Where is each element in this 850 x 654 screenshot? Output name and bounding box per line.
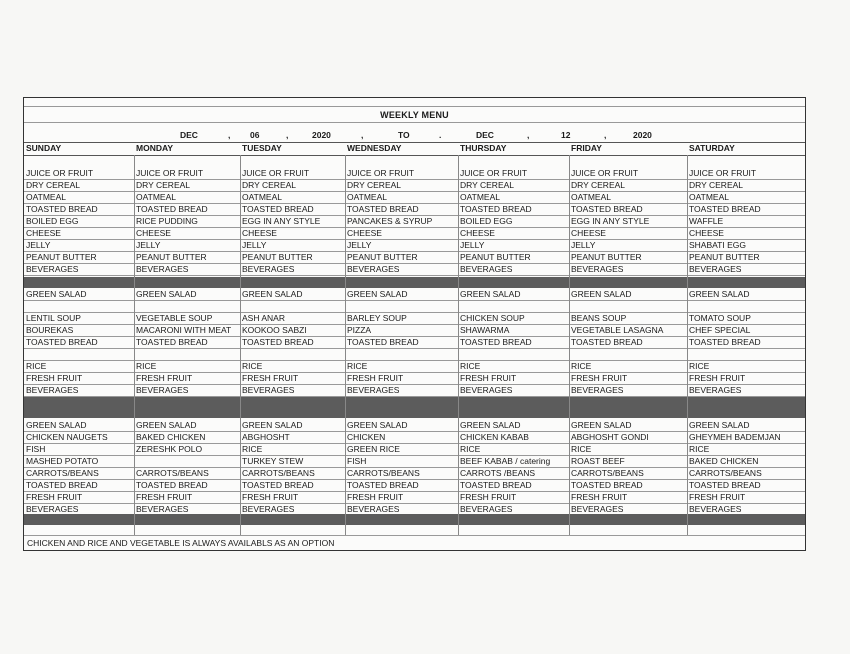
breakfast-item: BEVERAGES bbox=[460, 264, 513, 274]
weekly-menu-sheet bbox=[23, 97, 806, 551]
breakfast-item: TOASTED BREAD bbox=[136, 204, 208, 214]
breakfast-item: PANCAKES & SYRUP bbox=[347, 216, 433, 226]
menu-title: WEEKLY MENU bbox=[380, 110, 449, 120]
breakfast-item: WAFFLE bbox=[689, 216, 724, 226]
lunch-item: BEVERAGES bbox=[347, 385, 400, 395]
dinner-item: FRESH FRUIT bbox=[26, 492, 83, 502]
day-header-thursday: THURSDAY bbox=[460, 143, 507, 153]
breakfast-item: TOASTED BREAD bbox=[26, 204, 98, 214]
range-to: TO bbox=[398, 130, 410, 140]
row-divider bbox=[24, 106, 805, 107]
dinner-item: RICE bbox=[242, 444, 263, 454]
breakfast-item: JUICE OR FRUIT bbox=[242, 168, 310, 178]
day-header-saturday: SATURDAY bbox=[689, 143, 735, 153]
dinner-item: TOASTED BREAD bbox=[347, 480, 419, 490]
dinner-item: CARROTS/BEANS bbox=[689, 468, 762, 478]
dinner-item: BAKED CHICKEN bbox=[689, 456, 759, 466]
end-year: 2020 bbox=[633, 130, 652, 140]
breakfast-item: JUICE OR FRUIT bbox=[571, 168, 639, 178]
lunch-item: TOASTED BREAD bbox=[571, 337, 643, 347]
breakfast-item: OATMEAL bbox=[26, 192, 66, 202]
dinner-item: CARROTS/BEANS bbox=[26, 468, 99, 478]
breakfast-item: CHEESE bbox=[242, 228, 277, 238]
breakfast-item: JUICE OR FRUIT bbox=[136, 168, 204, 178]
breakfast-item: PEANUT BUTTER bbox=[571, 252, 642, 262]
dinner-item: CHICKEN NAUGETS bbox=[26, 432, 108, 442]
end-month: DEC bbox=[476, 130, 494, 140]
column-divider bbox=[134, 155, 135, 535]
breakfast-item: PEANUT BUTTER bbox=[136, 252, 207, 262]
start-month: DEC bbox=[180, 130, 198, 140]
breakfast-item: BOILED EGG bbox=[26, 216, 79, 226]
breakfast-item: OATMEAL bbox=[571, 192, 611, 202]
breakfast-item: TOASTED BREAD bbox=[460, 204, 532, 214]
dinner-item: MASHED POTATO bbox=[26, 456, 99, 466]
dinner-item: GREEN SALAD bbox=[242, 420, 303, 430]
lunch-item: GREEN SALAD bbox=[460, 289, 521, 299]
lunch-item: BEVERAGES bbox=[26, 385, 79, 395]
breakfast-item: BEVERAGES bbox=[242, 264, 295, 274]
dinner-item: FISH bbox=[347, 456, 367, 466]
breakfast-item: CHEESE bbox=[460, 228, 495, 238]
lunch-item: TOASTED BREAD bbox=[347, 337, 419, 347]
dinner-item: RICE bbox=[571, 444, 592, 454]
lunch-item: TOASTED BREAD bbox=[136, 337, 208, 347]
dinner-item: ABGHOSHT GONDI bbox=[571, 432, 649, 442]
lunch-item: TOASTED BREAD bbox=[460, 337, 532, 347]
end-day: 12 bbox=[561, 130, 571, 140]
lunch-item: FRESH FRUIT bbox=[26, 373, 83, 383]
dinner-item: FRESH FRUIT bbox=[689, 492, 746, 502]
day-header-tuesday: TUESDAY bbox=[242, 143, 282, 153]
breakfast-item: OATMEAL bbox=[347, 192, 387, 202]
menu-note: CHICKEN AND RICE AND VEGETABLE IS ALWAYS AVAILABLS AS AN OPTION bbox=[27, 538, 335, 548]
day-header-friday: FRIDAY bbox=[571, 143, 602, 153]
breakfast-item: JELLY bbox=[136, 240, 161, 250]
lunch-item: FRESH FRUIT bbox=[689, 373, 746, 383]
lunch-item: MACARONI WITH MEAT bbox=[136, 325, 232, 335]
start-year: 2020 bbox=[312, 130, 331, 140]
dinner-item: TOASTED BREAD bbox=[136, 480, 208, 490]
breakfast-item: RICE PUDDING bbox=[136, 216, 198, 226]
dinner-item: BEVERAGES bbox=[26, 504, 79, 514]
dinner-item: FRESH FRUIT bbox=[571, 492, 628, 502]
dinner-item: CARROTS/BEANS bbox=[347, 468, 420, 478]
dinner-item: BEVERAGES bbox=[347, 504, 400, 514]
dinner-item: BEVERAGES bbox=[571, 504, 624, 514]
separator-comma: , bbox=[286, 130, 289, 140]
lunch-item: FRESH FRUIT bbox=[460, 373, 517, 383]
breakfast-item: TOASTED BREAD bbox=[347, 204, 419, 214]
dinner-item: ABGHOSHT bbox=[242, 432, 290, 442]
dinner-item: CARROTS/BEANS bbox=[571, 468, 644, 478]
lunch-item: TOMATO SOUP bbox=[689, 313, 751, 323]
dinner-item: BAKED CHICKEN bbox=[136, 432, 206, 442]
breakfast-item: BOILED EGG bbox=[460, 216, 513, 226]
dinner-item: RICE bbox=[460, 444, 481, 454]
start-day: 06 bbox=[250, 130, 260, 140]
dinner-item: GREEN SALAD bbox=[136, 420, 197, 430]
dinner-item: BEVERAGES bbox=[242, 504, 295, 514]
lunch-item: BEVERAGES bbox=[460, 385, 513, 395]
breakfast-item: BEVERAGES bbox=[26, 264, 79, 274]
row-divider bbox=[24, 122, 805, 123]
lunch-item: TOASTED BREAD bbox=[26, 337, 98, 347]
breakfast-item: JELLY bbox=[347, 240, 372, 250]
breakfast-item: PEANUT BUTTER bbox=[347, 252, 418, 262]
breakfast-item: CHEESE bbox=[689, 228, 724, 238]
column-divider bbox=[240, 155, 241, 535]
lunch-item: GREEN SALAD bbox=[571, 289, 632, 299]
breakfast-item: JELLY bbox=[26, 240, 51, 250]
breakfast-item: DRY CEREAL bbox=[571, 180, 626, 190]
breakfast-item: JELLY bbox=[571, 240, 596, 250]
breakfast-item: DRY CEREAL bbox=[242, 180, 297, 190]
separator-comma: , bbox=[361, 130, 364, 140]
breakfast-item: JELLY bbox=[242, 240, 267, 250]
breakfast-item: OATMEAL bbox=[460, 192, 500, 202]
lunch-item: GREEN SALAD bbox=[242, 289, 303, 299]
dinner-item: FRESH FRUIT bbox=[347, 492, 404, 502]
lunch-item: TOASTED BREAD bbox=[242, 337, 314, 347]
breakfast-item: DRY CEREAL bbox=[347, 180, 402, 190]
lunch-item: RICE bbox=[571, 361, 592, 371]
breakfast-item: DRY CEREAL bbox=[689, 180, 744, 190]
column-divider bbox=[687, 155, 688, 535]
breakfast-item: CHEESE bbox=[571, 228, 606, 238]
dinner-item: GREEN SALAD bbox=[689, 420, 750, 430]
lunch-item: BEANS SOUP bbox=[571, 313, 627, 323]
lunch-item: BEVERAGES bbox=[136, 385, 189, 395]
dinner-item: TOASTED BREAD bbox=[26, 480, 98, 490]
dinner-item: GREEN SALAD bbox=[347, 420, 408, 430]
dinner-item: GREEN SALAD bbox=[460, 420, 521, 430]
breakfast-item: EGG IN ANY STYLE bbox=[571, 216, 650, 226]
day-header-sunday: SUNDAY bbox=[26, 143, 62, 153]
lunch-item: RICE bbox=[26, 361, 47, 371]
breakfast-item: JUICE OR FRUIT bbox=[689, 168, 757, 178]
dinner-item: ZERESHK POLO bbox=[136, 444, 203, 454]
breakfast-item: DRY CEREAL bbox=[136, 180, 191, 190]
lunch-item: PIZZA bbox=[347, 325, 372, 335]
dinner-item: BEVERAGES bbox=[689, 504, 742, 514]
breakfast-item: OATMEAL bbox=[242, 192, 282, 202]
breakfast-item: JUICE OR FRUIT bbox=[460, 168, 528, 178]
lunch-item: FRESH FRUIT bbox=[242, 373, 299, 383]
breakfast-item: TOASTED BREAD bbox=[571, 204, 643, 214]
breakfast-item: BEVERAGES bbox=[689, 264, 742, 274]
row-divider bbox=[24, 142, 805, 143]
day-header-wednesday: WEDNESDAY bbox=[347, 143, 402, 153]
lunch-item: KOOKOO SABZI bbox=[242, 325, 307, 335]
lunch-item: CHICKEN SOUP bbox=[460, 313, 525, 323]
dinner-item: FRESH FRUIT bbox=[136, 492, 193, 502]
column-divider bbox=[458, 155, 459, 535]
lunch-item: GREEN SALAD bbox=[26, 289, 87, 299]
breakfast-item: BEVERAGES bbox=[571, 264, 624, 274]
lunch-item: SHAWARMA bbox=[460, 325, 510, 335]
dinner-item: TOASTED BREAD bbox=[460, 480, 532, 490]
lunch-item: GREEN SALAD bbox=[347, 289, 408, 299]
breakfast-item: DRY CEREAL bbox=[26, 180, 81, 190]
lunch-item: CHEF SPECIAL bbox=[689, 325, 751, 335]
day-header-monday: MONDAY bbox=[136, 143, 173, 153]
dinner-item: BEVERAGES bbox=[136, 504, 189, 514]
lunch-item: RICE bbox=[242, 361, 263, 371]
lunch-item: VEGETABLE SOUP bbox=[136, 313, 213, 323]
breakfast-item: BEVERAGES bbox=[347, 264, 400, 274]
dinner-item: CARROTS/BEANS bbox=[136, 468, 209, 478]
dinner-item: TOASTED BREAD bbox=[242, 480, 314, 490]
dinner-item: CARROTS /BEANS bbox=[460, 468, 536, 478]
column-divider bbox=[345, 155, 346, 535]
breakfast-item: TOASTED BREAD bbox=[242, 204, 314, 214]
dinner-item: ROAST BEEF bbox=[571, 456, 625, 466]
column-divider bbox=[569, 155, 570, 535]
dinner-item: FRESH FRUIT bbox=[242, 492, 299, 502]
lunch-item: BARLEY SOUP bbox=[347, 313, 407, 323]
breakfast-item: TOASTED BREAD bbox=[689, 204, 761, 214]
lunch-item: BEVERAGES bbox=[242, 385, 295, 395]
separator-comma: . bbox=[439, 130, 442, 140]
date-range bbox=[24, 130, 805, 142]
dinner-item: RICE bbox=[689, 444, 710, 454]
row-divider bbox=[24, 535, 805, 536]
dinner-item: TOASTED BREAD bbox=[689, 480, 761, 490]
dinner-item: FISH bbox=[26, 444, 46, 454]
dinner-item: FRESH FRUIT bbox=[460, 492, 517, 502]
dinner-item: CARROTS/BEANS bbox=[242, 468, 315, 478]
lunch-item: FRESH FRUIT bbox=[136, 373, 193, 383]
lunch-item: BEVERAGES bbox=[689, 385, 742, 395]
breakfast-item: SHABATI EGG bbox=[689, 240, 746, 250]
breakfast-item: PEANUT BUTTER bbox=[689, 252, 760, 262]
lunch-item: BEVERAGES bbox=[571, 385, 624, 395]
lunch-item: BOUREKAS bbox=[26, 325, 74, 335]
breakfast-item: BEVERAGES bbox=[136, 264, 189, 274]
lunch-item: GREEN SALAD bbox=[136, 289, 197, 299]
lunch-item: RICE bbox=[136, 361, 157, 371]
breakfast-item: CHEESE bbox=[136, 228, 171, 238]
breakfast-item: OATMEAL bbox=[136, 192, 176, 202]
dinner-item: CHICKEN bbox=[347, 432, 386, 442]
breakfast-item: EGG IN ANY STYLE bbox=[242, 216, 321, 226]
lunch-item: RICE bbox=[689, 361, 710, 371]
lunch-item: RICE bbox=[460, 361, 481, 371]
lunch-item: ASH ANAR bbox=[242, 313, 285, 323]
lunch-item: GREEN SALAD bbox=[689, 289, 750, 299]
dinner-item: BEEF KABAB / catering bbox=[460, 456, 551, 466]
lunch-item: LENTIL SOUP bbox=[26, 313, 81, 323]
dinner-item: TURKEY STEW bbox=[242, 456, 304, 466]
dinner-item: GREEN SALAD bbox=[571, 420, 632, 430]
lunch-item: RICE bbox=[347, 361, 368, 371]
breakfast-item: CHEESE bbox=[26, 228, 61, 238]
separator-comma: , bbox=[527, 130, 530, 140]
breakfast-item: CHEESE bbox=[347, 228, 382, 238]
breakfast-item: JUICE OR FRUIT bbox=[347, 168, 415, 178]
lunch-item: FRESH FRUIT bbox=[347, 373, 404, 383]
breakfast-item: PEANUT BUTTER bbox=[242, 252, 313, 262]
dinner-item: CHICKEN KABAB bbox=[460, 432, 529, 442]
breakfast-item: DRY CEREAL bbox=[460, 180, 515, 190]
lunch-item: VEGETABLE LASAGNA bbox=[571, 325, 664, 335]
lunch-item: FRESH FRUIT bbox=[571, 373, 628, 383]
separator-comma: , bbox=[604, 130, 607, 140]
breakfast-item: JUICE OR FRUIT bbox=[26, 168, 94, 178]
dinner-item: TOASTED BREAD bbox=[571, 480, 643, 490]
breakfast-item: PEANUT BUTTER bbox=[26, 252, 97, 262]
breakfast-item: OATMEAL bbox=[689, 192, 729, 202]
breakfast-item: JELLY bbox=[460, 240, 485, 250]
dinner-item: BEVERAGES bbox=[460, 504, 513, 514]
dinner-item: GREEN SALAD bbox=[26, 420, 87, 430]
lunch-item: TOASTED BREAD bbox=[689, 337, 761, 347]
separator-comma: , bbox=[228, 130, 231, 140]
dinner-item: GHEYMEH BADEMJAN bbox=[689, 432, 781, 442]
breakfast-item: PEANUT BUTTER bbox=[460, 252, 531, 262]
dinner-item: GREEN RICE bbox=[347, 444, 400, 454]
